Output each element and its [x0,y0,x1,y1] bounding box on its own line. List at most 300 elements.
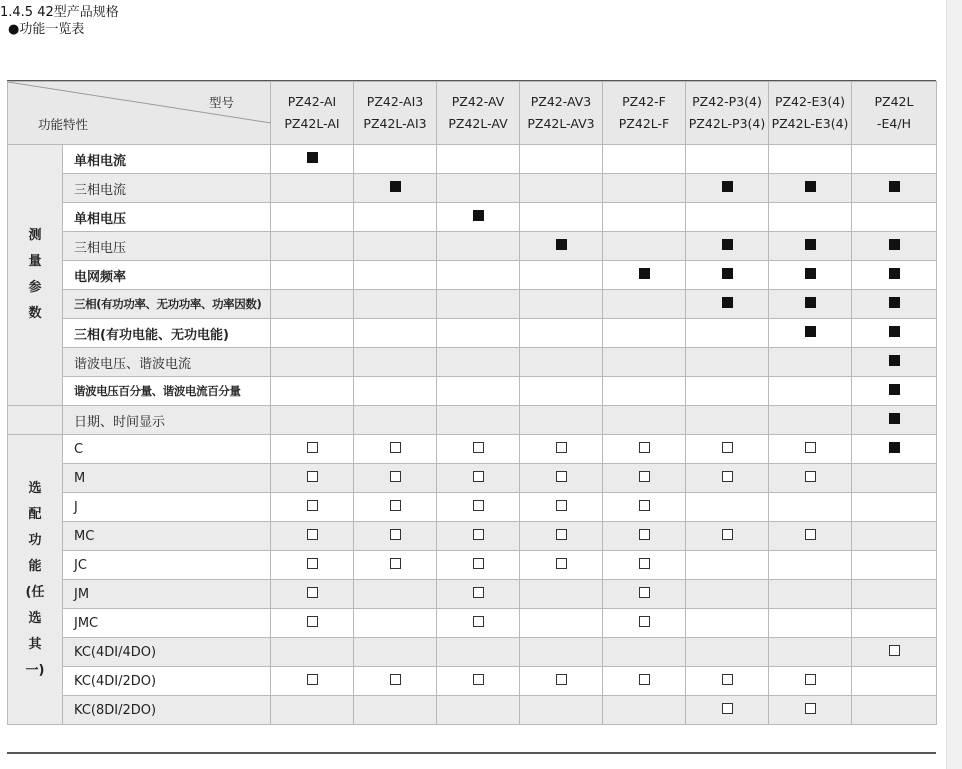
support-cell [354,174,437,203]
table-row [8,319,937,348]
support-cell [852,406,937,435]
support-cell [437,319,520,348]
optional-mark-icon [639,587,650,598]
support-cell [603,261,686,290]
support-cell [686,145,769,174]
optional-mark-icon [805,703,816,714]
optional-mark-icon [722,471,733,482]
table-row [8,406,937,435]
optional-mark-icon [556,500,567,511]
optional-mark-icon [639,558,650,569]
support-cell [520,638,603,667]
group-empty [8,406,63,435]
feature-label: 三相(有功功率、无功功率、功率因数) [63,290,271,319]
support-cell [354,551,437,580]
header-row [8,82,937,145]
table-row [8,290,937,319]
support-cell [437,348,520,377]
optional-mark-icon [307,616,318,627]
support-cell [354,435,437,464]
standard-mark-icon [556,239,567,250]
feature-label: JM [63,580,271,609]
support-cell [769,551,852,580]
standard-mark-icon [722,239,733,250]
table-row [8,493,937,522]
support-cell [520,174,603,203]
support-cell [603,174,686,203]
optional-mark-icon [473,500,484,511]
support-cell [437,377,520,406]
support-cell [354,203,437,232]
feature-label: 三相电压 [63,232,271,261]
table-row [8,522,937,551]
support-cell [603,348,686,377]
support-cell [520,377,603,406]
optional-mark-icon [390,442,401,453]
group-char: 功 [28,532,42,548]
support-cell [354,261,437,290]
support-cell [769,348,852,377]
table-bottom-rule [7,752,936,754]
standard-mark-icon [889,442,900,453]
group-char: 其 [28,636,42,652]
support-cell [603,232,686,261]
table-row [8,638,937,667]
support-cell [271,319,354,348]
optional-mark-icon [390,529,401,540]
support-cell [603,667,686,696]
optional-mark-icon [307,442,318,453]
support-cell [354,667,437,696]
corner-model-label: 型号 [208,95,234,110]
optional-mark-icon [805,471,816,482]
support-cell [603,377,686,406]
standard-mark-icon [889,239,900,250]
support-cell [686,667,769,696]
support-cell [852,232,937,261]
support-cell [686,580,769,609]
group-char: 测 [28,228,42,243]
model-header: PZ42-AI3 PZ42L-AI3 [354,82,437,145]
support-cell [271,203,354,232]
support-cell [769,696,852,725]
support-cell [769,232,852,261]
feature-label: 日期、时间显示 [63,406,271,435]
support-cell [271,406,354,435]
support-cell [852,319,937,348]
section-heading: 1.4.5 42型产品规格 [0,5,119,20]
support-cell [852,551,937,580]
standard-mark-icon [889,326,900,337]
table-row [8,174,937,203]
group-char: 配 [28,506,42,522]
support-cell [769,261,852,290]
support-cell [686,319,769,348]
optional-mark-icon [639,616,650,627]
function-table [7,81,937,725]
support-cell [852,261,937,290]
support-cell [437,493,520,522]
optional-mark-icon [473,529,484,540]
feature-label: 谐波电压百分量、谐波电流百分量 [63,377,271,406]
support-cell [603,493,686,522]
support-cell [354,290,437,319]
feature-label: 谐波电压、谐波电流 [63,348,271,377]
support-cell [603,406,686,435]
support-cell [686,377,769,406]
support-cell [686,203,769,232]
support-cell [769,522,852,551]
support-cell [520,609,603,638]
support-cell [603,203,686,232]
optional-mark-icon [722,442,733,453]
table-row [8,261,937,290]
support-cell [354,319,437,348]
model-header: PZ42-E3(4) PZ42L-E3(4) [769,82,852,145]
feature-label: C [63,435,271,464]
support-cell [686,348,769,377]
support-cell [603,696,686,725]
optional-mark-icon [722,674,733,685]
support-cell [520,667,603,696]
support-cell [686,696,769,725]
support-cell [437,203,520,232]
support-cell [437,638,520,667]
corner-feature-label: 功能特性 [38,117,89,132]
table-row [8,667,937,696]
standard-mark-icon [805,268,816,279]
standard-mark-icon [722,181,733,192]
optional-mark-icon [639,471,650,482]
support-cell [520,348,603,377]
support-cell [271,348,354,377]
support-cell [520,203,603,232]
optional-mark-icon [805,442,816,453]
support-cell [437,522,520,551]
optional-mark-icon [639,529,650,540]
support-cell [271,261,354,290]
standard-mark-icon [805,297,816,308]
standard-mark-icon [639,268,650,279]
standard-mark-icon [889,384,900,395]
optional-mark-icon [473,674,484,685]
table-row [8,377,937,406]
support-cell [437,609,520,638]
feature-label: 单相电流 [63,145,271,174]
optional-mark-icon [639,442,650,453]
support-cell [603,551,686,580]
table-row [8,232,937,261]
support-cell [603,464,686,493]
model-header: PZ42-AI PZ42L-AI [271,82,354,145]
support-cell [603,638,686,667]
support-cell [769,435,852,464]
optional-mark-icon [473,558,484,569]
support-cell [437,435,520,464]
support-cell [354,145,437,174]
optional-mark-icon [473,442,484,453]
support-cell [271,435,354,464]
table-row [8,435,937,464]
support-cell [271,638,354,667]
optional-mark-icon [390,471,401,482]
support-cell [354,696,437,725]
support-cell [852,435,937,464]
optional-mark-icon [639,500,650,511]
support-cell [603,580,686,609]
feature-label: MC [63,522,271,551]
support-cell [686,522,769,551]
optional-mark-icon [556,471,567,482]
support-cell [271,174,354,203]
feature-label: 三相(有功电能、无功电能) [63,319,271,348]
support-cell [520,435,603,464]
support-cell [852,493,937,522]
support-cell [686,638,769,667]
optional-mark-icon [556,674,567,685]
support-cell [437,145,520,174]
optional-mark-icon [639,674,650,685]
support-cell [271,464,354,493]
group-char: 选 [28,610,42,626]
model-header: PZ42-P3(4) PZ42L-P3(4) [686,82,769,145]
feature-label: JC [63,551,271,580]
support-cell [769,319,852,348]
support-cell [520,406,603,435]
support-cell [769,464,852,493]
support-cell [354,232,437,261]
support-cell [437,667,520,696]
support-cell [437,696,520,725]
support-cell [520,319,603,348]
support-cell [520,493,603,522]
support-cell [354,638,437,667]
standard-mark-icon [722,297,733,308]
support-cell [354,493,437,522]
model-header: PZ42L -E4/H [852,82,937,145]
feature-label: JMC [63,609,271,638]
group-measure-params [8,145,63,406]
support-cell [769,667,852,696]
group-char: 参 [28,280,42,295]
support-cell [354,522,437,551]
group-optional-functions [8,435,63,725]
support-cell [520,232,603,261]
group-char: 选 [28,480,42,496]
support-cell [354,406,437,435]
support-cell [852,348,937,377]
support-cell [354,464,437,493]
support-cell [437,174,520,203]
corner-cell [8,82,271,145]
feature-label: KC(4DI/4DO) [63,638,271,667]
section-subheading: ●功能一览表 [8,22,85,37]
support-cell [520,522,603,551]
support-cell [769,493,852,522]
model-header: PZ42-AV3 PZ42L-AV3 [520,82,603,145]
table-row [8,609,937,638]
optional-mark-icon [805,674,816,685]
support-cell [271,667,354,696]
standard-mark-icon [390,181,401,192]
optional-mark-icon [307,471,318,482]
support-cell [354,348,437,377]
support-cell [852,638,937,667]
support-cell [769,406,852,435]
feature-label: 单相电压 [63,203,271,232]
table-row [8,464,937,493]
scrollbar[interactable] [946,0,962,769]
standard-mark-icon [889,181,900,192]
standard-mark-icon [889,268,900,279]
support-cell [520,290,603,319]
support-cell [686,551,769,580]
feature-label: M [63,464,271,493]
support-cell [686,174,769,203]
support-cell [686,290,769,319]
support-cell [686,261,769,290]
support-cell [769,609,852,638]
support-cell [520,696,603,725]
support-cell [271,145,354,174]
support-cell [271,609,354,638]
support-cell [769,638,852,667]
support-cell [769,145,852,174]
support-cell [686,609,769,638]
support-cell [852,464,937,493]
support-cell [354,609,437,638]
standard-mark-icon [889,413,900,424]
group-char: 量 [28,254,42,269]
table-row [8,551,937,580]
support-cell [271,290,354,319]
optional-mark-icon [889,645,900,656]
standard-mark-icon [805,181,816,192]
support-cell [437,406,520,435]
group-char: 数 [28,306,42,321]
optional-mark-icon [307,529,318,540]
support-cell [603,319,686,348]
support-cell [686,464,769,493]
support-cell [852,377,937,406]
optional-mark-icon [390,674,401,685]
optional-mark-icon [805,529,816,540]
support-cell [520,464,603,493]
support-cell [271,696,354,725]
support-cell [852,667,937,696]
support-cell [852,174,937,203]
support-cell [603,435,686,464]
support-cell [852,696,937,725]
optional-mark-icon [556,529,567,540]
support-cell [437,551,520,580]
feature-label: J [63,493,271,522]
support-cell [271,232,354,261]
standard-mark-icon [889,355,900,366]
support-cell [603,609,686,638]
feature-label: 电网频率 [63,261,271,290]
optional-mark-icon [556,442,567,453]
table-row [8,696,937,725]
support-cell [686,232,769,261]
standard-mark-icon [307,152,318,163]
support-cell [686,493,769,522]
support-cell [520,145,603,174]
optional-mark-icon [722,529,733,540]
table-row [8,580,937,609]
support-cell [271,580,354,609]
table-row [8,348,937,377]
support-cell [437,290,520,319]
standard-mark-icon [722,268,733,279]
support-cell [852,580,937,609]
standard-mark-icon [805,239,816,250]
support-cell [852,145,937,174]
support-cell [354,377,437,406]
support-cell [769,203,852,232]
optional-mark-icon [473,471,484,482]
feature-label: 三相电流 [63,174,271,203]
group-char: 一) [25,662,45,678]
optional-mark-icon [307,558,318,569]
support-cell [852,290,937,319]
standard-mark-icon [473,210,484,221]
support-cell [271,522,354,551]
support-cell [437,464,520,493]
table-row [8,145,937,174]
optional-mark-icon [307,587,318,598]
support-cell [437,261,520,290]
support-cell [271,493,354,522]
model-header: PZ42-AV PZ42L-AV [437,82,520,145]
optional-mark-icon [722,703,733,714]
support-cell [769,580,852,609]
standard-mark-icon [889,297,900,308]
optional-mark-icon [556,558,567,569]
optional-mark-icon [307,674,318,685]
support-cell [852,522,937,551]
support-cell [686,406,769,435]
group-char: 能 [28,558,42,574]
support-cell [603,145,686,174]
support-cell [852,609,937,638]
support-cell [852,203,937,232]
support-cell [769,174,852,203]
optional-mark-icon [473,587,484,598]
support-cell [520,551,603,580]
support-cell [271,377,354,406]
group-char: (任 [25,584,45,600]
model-header: PZ42-F PZ42L-F [603,82,686,145]
support-cell [686,435,769,464]
support-cell [603,522,686,551]
optional-mark-icon [473,616,484,627]
support-cell [354,580,437,609]
support-cell [769,377,852,406]
optional-mark-icon [390,500,401,511]
support-cell [520,261,603,290]
support-cell [437,232,520,261]
standard-mark-icon [805,326,816,337]
support-cell [271,551,354,580]
support-cell [769,290,852,319]
support-cell [520,580,603,609]
optional-mark-icon [307,500,318,511]
table-row [8,203,937,232]
feature-label: KC(4DI/2DO) [63,667,271,696]
support-cell [437,580,520,609]
support-cell [603,290,686,319]
